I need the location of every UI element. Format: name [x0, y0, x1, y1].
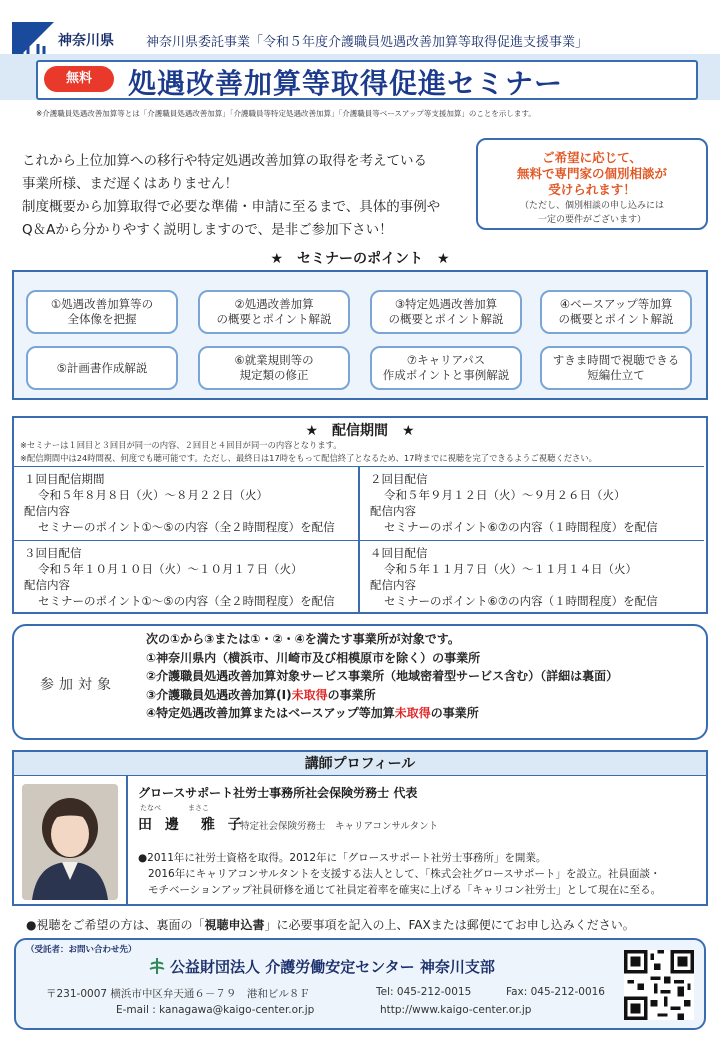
profile-heading: 講師プロフィール — [14, 752, 706, 776]
definition-note: ※介護職員処遇改善加算等とは「介護職員処遇改善加算」「介護職員等特定処遇改善加算」「介護職員等ベースアップ等支援加算」のことを示します。 — [36, 109, 536, 118]
session-content-label: 配信内容 — [24, 578, 70, 592]
bio-line: 2016年にキャリアコンサルタントを支援する法人として、「株式会社グロースサポート」を設立。社員面談・ — [148, 868, 661, 880]
contact-tel: Tel: 045-212-0015 — [376, 986, 472, 998]
point-text: の概要とポイント解説 — [216, 312, 332, 326]
session-period: 令和５年９月１２日（火）～９月２６日（火） — [384, 488, 626, 502]
point-text: ⑥就業規則等の — [234, 353, 314, 367]
point-text: 短編仕立て — [587, 368, 645, 382]
profile-divider — [126, 776, 128, 904]
point-card — [198, 290, 350, 334]
intro-line: これから上位加算への移行や特定処遇改善加算の取得を考えている — [22, 153, 427, 169]
session-period: 令和５年１１月７日（火）～１１月１４日（火） — [384, 562, 637, 576]
name-ruby: たなべ — [140, 804, 161, 812]
point-card — [540, 346, 692, 390]
point-text: ④ベースアップ等加算 — [559, 297, 673, 311]
contact-tag: （受託者：お問い合わせ先） — [26, 945, 137, 955]
session-title: ３回目配信 — [24, 546, 82, 560]
instructor-photo — [22, 784, 118, 900]
intro-line: 制度概要から加算取得で必要な準備・申請に至るまで、具体的事例や — [22, 199, 441, 215]
contact-fax: Fax: 045-212-0016 — [506, 986, 605, 998]
session-content: セミナーのポイント⑥⑦の内容（１時間程度）を配信 — [384, 594, 658, 608]
consult-sub: （ただし、個別相談の申し込みには — [519, 201, 664, 211]
point-card — [198, 346, 350, 390]
point-text: の概要とポイント解説 — [388, 312, 504, 326]
bio-line: ●2011年に社労士資格を取得。2012年に「グロースサポート社労士事務所」を開業。 — [138, 852, 547, 864]
target-condition-3-end: の事業所 — [327, 687, 376, 702]
contact-url[interactable]: http://www.kaigo-center.or.jp — [380, 1004, 532, 1016]
session-content: セミナーのポイント①～⑤の内容（全２時間程度）を配信 — [38, 594, 335, 608]
points-heading: ★ セミナーのポイント ★ — [12, 248, 708, 272]
session-cell — [14, 540, 358, 608]
not-acquired-highlight: 未取得 — [291, 687, 328, 702]
point-text: すきま時間で視聴できる — [552, 353, 680, 367]
target-condition-4: ④特定処遇改善加算またはベースアップ等加算 — [146, 706, 395, 720]
point-text: ②処遇改善加算 — [234, 297, 314, 311]
point-text: 規定類の修正 — [239, 368, 309, 382]
point-card — [26, 290, 178, 334]
delivery-heading: ★ 配信期間 ★ — [305, 423, 415, 439]
point-card — [540, 290, 692, 334]
page-title: 処遇改善加算等取得促進セミナー — [128, 67, 564, 100]
point-text: ⑦キャリアパス — [406, 353, 486, 367]
point-text: 全体像を把握 — [67, 312, 137, 326]
instructor-bio — [138, 850, 704, 898]
session-content: セミナーのポイント①～⑤の内容（全２時間程度）を配信 — [38, 520, 335, 534]
intro-line: 事業所様、まだ遅くはありません！ — [22, 176, 238, 192]
session-title: ２回目配信 — [370, 472, 428, 486]
session-content-label: 配信内容 — [24, 504, 70, 518]
session-content-label: 配信内容 — [370, 578, 416, 592]
session-content-label: 配信内容 — [370, 504, 416, 518]
qr-code-icon[interactable] — [624, 950, 694, 1020]
contact-organization: 公益財団法人 介護労働安定センター 神奈川支部 — [170, 958, 495, 976]
delivery-note: ※配信期間中は24時間視、何度でも聴可能です。ただし、最終日は17時をもって配信終了となるため、17時までに視聴を完了できるようご視聴ください。 — [20, 453, 597, 463]
intro-line: Q＆Aから分かりやすく説明しますので、是非ご参加下さい！ — [22, 222, 393, 238]
point-card — [370, 346, 522, 390]
session-title: ４回目配信 — [370, 546, 428, 560]
instructor-organization: グロースサポート社労士事務所社会保険労務士 代表 — [138, 786, 418, 800]
application-form-name: 視聴申込書 — [204, 918, 265, 932]
commission-text: 神奈川県委託事業「令和５年度介護職員処遇改善加算等取得促進支援事業」 — [146, 35, 589, 50]
point-text: ③特定処遇改善加算 — [394, 297, 498, 311]
delivery-note: ※セミナーは１回目と３回目が同一の内容、２回目と４回目が同一の内容となります。 — [20, 440, 342, 450]
session-cell — [14, 466, 358, 534]
session-period: 令和５年１０月１０日（火）～１０月１７日（火） — [38, 562, 303, 576]
session-period: 令和５年８月８日（火）～８月２２日（火） — [38, 488, 268, 502]
free-badge: 無料 — [44, 66, 114, 92]
target-conditions — [146, 630, 618, 723]
session-cell — [360, 540, 704, 608]
application-note — [26, 916, 635, 933]
point-text: 作成ポイントと事例解説 — [382, 368, 510, 382]
not-acquired-highlight: 未取得 — [394, 706, 431, 720]
target-condition-2: ②介護職員処遇改善加算対象サービス事業所（地域密着型サービス含む）（詳細は裏面） — [146, 669, 619, 683]
target-label: 参加対象 — [40, 677, 116, 693]
point-card — [370, 290, 522, 334]
consultation-callout — [476, 138, 708, 230]
consult-sub: 一定の要件がございます） — [537, 215, 646, 225]
consult-line: ご希望に応じて、 — [542, 150, 642, 165]
session-cell — [360, 466, 704, 534]
intro-text — [22, 150, 468, 242]
consult-line: 無料で専門家の個別相談が — [516, 166, 667, 181]
target-condition-4-end: の事業所 — [430, 706, 479, 720]
consult-line: 受けられます！ — [548, 182, 636, 197]
organization-logo-icon — [148, 956, 166, 976]
instructor-name: 田 邊 雅 子 — [138, 817, 246, 833]
apply-text: ●視聴をご希望の方は、裏面の「 — [26, 918, 205, 932]
delivery-divider — [358, 466, 360, 612]
point-card — [26, 346, 178, 390]
target-condition-3: ③介護職員処遇改善加算(Ⅰ) — [146, 687, 292, 702]
target-condition-1: ①神奈川県内（横浜市、川崎市及び相模原市を除く）の事業所 — [146, 650, 481, 665]
session-content: セミナーのポイント⑥⑦の内容（１時間程度）を配信 — [384, 520, 658, 534]
contact-email[interactable]: E-mail : kanagawa@kaigo-center.or.jp — [116, 1004, 315, 1016]
target-intro: 次の①から③または①・②・④を満たす事業所が対象です。 — [146, 632, 460, 646]
contact-address: 〒231-0007 横浜市中区弁天通６－７９ 港和ビル８Ｆ — [46, 988, 310, 1000]
apply-text: 」に必要事項を記入の上、FAXまたは郵便にてお申し込みください。 — [264, 918, 635, 932]
name-ruby: まさこ — [188, 804, 209, 812]
point-text: ⑤計画書作成解説 — [56, 360, 148, 375]
point-text: ①処遇改善加算等の — [50, 297, 154, 311]
bio-line: モチベーションアップ社員研修を通じて社員定着率を確実に上げる「キャリコン社労士」として現在に至る。 — [148, 884, 662, 896]
prefecture-name: 神奈川県 — [58, 33, 114, 49]
instructor-qualifications: 特定社会保険労務士 キャリアコンサルタント — [240, 821, 439, 832]
point-text: の概要とポイント解説 — [558, 312, 674, 326]
session-title: １回目配信期間 — [24, 472, 105, 486]
